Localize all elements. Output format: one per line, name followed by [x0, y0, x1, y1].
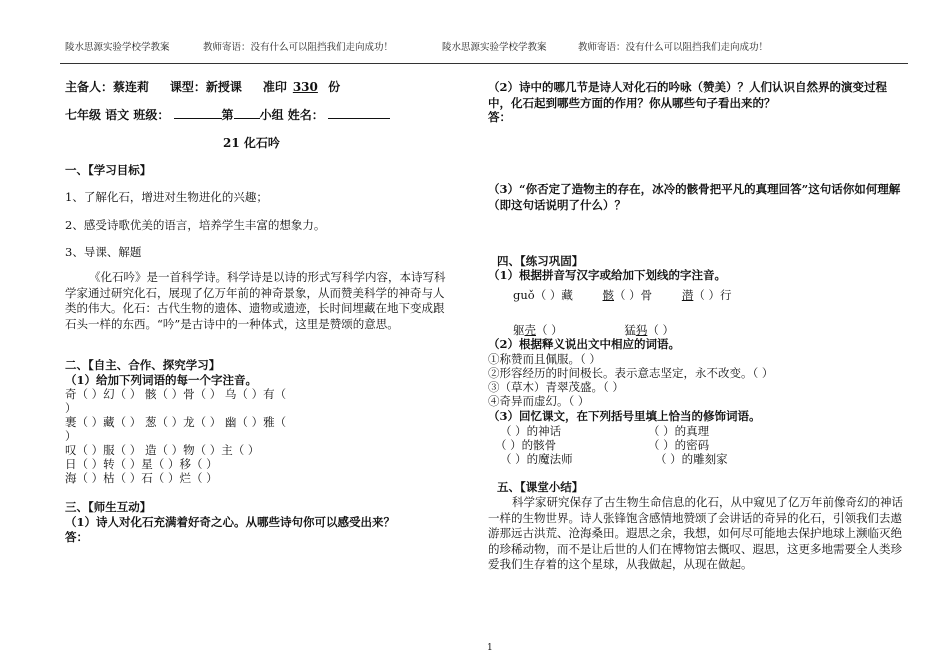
fill-item: （ ）的密码 [648, 438, 710, 452]
section3-heading: 三、【师生互动】 [65, 500, 152, 514]
section2-q1: （1）给加下列词语的每一个字注音。 [65, 373, 257, 387]
summary-paragraph: 科学家研究保存了古生物生命信息的化石，从中窥见了亿万年前像奇幻的神话一样的生物世界。诗人张锋饱含感情地赞颂了会讲话的奇异的化石，引领我们去遨游那远古洪荒、沧海桑田。遐思之余，我想，如何尽可能地去保护地球上濒临灭绝的珍稀动物，而不是让后世的人们在博物馆去慨叹、遐思，这更多地需要全人类珍爱我们生存着的这个星球，从我做起，从现在做起。 [488, 495, 903, 572]
right-q2: （2）诗中的哪几节是诗人对化石的吟咏（赞美）？人们认识自然界的演变过程中，化石起到哪些方面的作用？你从哪些句子看出来的？ [488, 80, 887, 110]
fill-item: （ ）的雕刻家 [655, 452, 728, 466]
section1-heading: 一、【学习目标】 [65, 163, 152, 177]
header-motto-left: 教师寄语：没有什么可以阻挡我们走向成功！ [203, 42, 394, 53]
definition-item: ④奇异而虚幻。（ ） [488, 394, 590, 408]
section4-q1: （1）根据拼音写汉字或给加下划线的字注音。 [488, 268, 726, 282]
header-school-right: 陵水思源实验学校学教案 [442, 42, 547, 53]
phonetic-row: 日（ ）转（ ）星（ ）移（ ） [65, 457, 218, 471]
fill-item: （ ）的真理 [648, 424, 710, 438]
section3-q1: （1）诗人对化石充满着好奇之心。从哪些诗句你可以感受出来？ [65, 515, 395, 529]
meta-line-2 [65, 108, 390, 123]
phonetic-row: 叹（ ）服（ ） 造（ ）物（ ）主（ ） [65, 443, 260, 457]
goal-item-3: 3、导课、解题 [65, 245, 142, 259]
section5-heading: 五、【课堂小结】 [497, 480, 584, 494]
name-label: 小组 姓名： [259, 108, 324, 122]
phonetic-row: ） [65, 429, 77, 443]
section4-q3: （3）回忆课文，在下列括号里填上恰当的修饰词语。 [488, 409, 761, 423]
header-school-left: 陵水思源实验学校学教案 [65, 42, 170, 53]
lesson-type: 课型：新授课 [169, 80, 242, 94]
right-answer-label: 答： [488, 110, 511, 124]
underlined-char: 犸 [635, 323, 648, 337]
header-motto-right: 教师寄语：没有什么可以阻挡我们走向成功！ [578, 42, 769, 53]
print-label: 准印 [262, 80, 287, 94]
preparer: 主备人：蔡连莉 [65, 80, 150, 94]
blank-paren: （ ） [647, 323, 674, 337]
name-blank[interactable] [328, 108, 390, 119]
lesson-title: 21 化石吟 [223, 136, 280, 150]
section4-heading: 四、【练习巩固】 [497, 254, 584, 268]
intro-paragraph: 《化石吟》是一首科学诗。科学诗是以诗的形式写科学内容，本诗写科学家通过研究化石，展现了亿万年前的神奇景象，从而赞美科学的神奇与人类的伟大。化石：古代生物的遗体、遗物或遗迹，长时间埋藏在地下变成跟石头一样的东西。“吟”是古诗中的一种体式，这里是赞颂的意思。 [65, 270, 446, 331]
underlined-char: 壳 [524, 323, 536, 337]
phonetic-row: 裹（ ）藏（ ） 葱（ ）龙（ ） 幽（ ）雅（ [65, 415, 287, 429]
goal-item-2: 2、感受诗歌优美的语言，培养学生丰富的想象力。 [65, 218, 326, 232]
definition-item: ③（草木）青翠茂盛。（ ） [488, 380, 624, 394]
fill-item: （ ）的骸骨 [495, 438, 557, 452]
pinyin-item: guǒ（ ）藏 [513, 288, 573, 302]
char: 猛 [624, 323, 636, 337]
right-q3: （3）“你否定了造物主的存在，冰冷的骸骨把平凡的真理回答”这句话你如何理解（即这句话说明了什么）？ [488, 182, 901, 212]
char: 躯 [513, 323, 525, 337]
pinyin-row-2 [513, 323, 674, 337]
section4-q2: （2）根据释义说出文中相应的词语。 [488, 337, 680, 351]
underlined-char: 潜 [681, 288, 694, 302]
group-label: 第 [221, 108, 234, 122]
class-blank[interactable] [174, 108, 222, 119]
fill-item: （ ）的魔法师 [500, 452, 573, 466]
page-number: 1 [487, 643, 493, 653]
meta-line-1 [65, 80, 340, 95]
grade-class-label: 七年级 语文 班级： [65, 108, 170, 122]
copies-label: 份 [328, 80, 341, 94]
group-blank[interactable] [234, 108, 260, 119]
underlined-char: 骸 [602, 288, 615, 302]
blank-paren: （ ） [536, 323, 563, 337]
definition-item: ①称赞而且佩服。（ ） [488, 352, 601, 366]
definition-item: ②形容经历的时间极长。表示意志坚定，永不改变。（ ） [488, 366, 774, 380]
pinyin-row [513, 288, 731, 302]
phonetic-row: 海（ ）枯（ ）石（ ）烂（ ） [65, 471, 218, 485]
section2-heading: 二、【自主、合作、探究学习】 [65, 358, 221, 372]
pinyin-item: （ ）行 [693, 288, 732, 302]
fill-item: （ ）的神话 [500, 424, 562, 438]
goal-item-1: 1、了解化石，增进对生物进化的兴趣； [65, 190, 268, 204]
phonetic-row: ） [65, 401, 77, 415]
answer-label: 答： [65, 530, 88, 544]
phonetic-row: 奇（ ）幻（ ） 骸（ ）骨（ ） 乌（ ）有（ [65, 387, 287, 401]
header-rule [60, 63, 908, 64]
print-count: 330 [292, 80, 318, 94]
pinyin-item: （ ）骨 [614, 288, 653, 302]
